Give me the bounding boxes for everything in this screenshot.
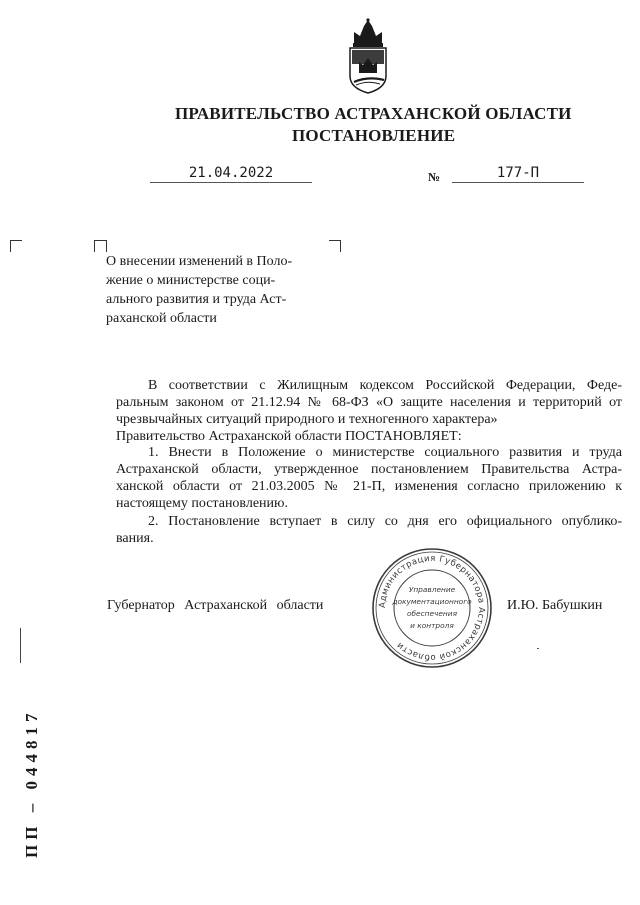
body-line: ханской области от 21.03.2005 № 21-П, изменения согласно приложению к xyxy=(116,479,622,494)
subject-line: жение о министерстве соци- xyxy=(106,273,276,288)
corner-mark-subject-right xyxy=(329,240,341,252)
corner-mark-subject-left-inner xyxy=(100,240,107,252)
document-number: 177-П xyxy=(452,165,584,183)
body-line: чрезвычайных ситуаций природного и техногенного характера» xyxy=(116,412,498,427)
stamp-inner-line: документационного xyxy=(392,597,472,606)
document-subject xyxy=(106,252,322,328)
subject-line: раханской области xyxy=(106,311,217,326)
document-date: 21.04.2022 xyxy=(150,165,312,183)
number-sign: № xyxy=(428,170,441,184)
document-type-title: ПОСТАНОВЛЕНИЕ xyxy=(292,126,456,145)
subject-line: ального развития и труда Аст- xyxy=(106,292,287,307)
stamp-outer-text: Администрация Губернатора Астраханской области xyxy=(377,553,487,663)
stamp-inner-line: и контроля xyxy=(410,621,454,630)
body-line: Правительство Астраханской области ПОСТАНОВЛЯЕТ: xyxy=(116,429,462,444)
scan-speck xyxy=(537,648,539,649)
subject-line: О внесении изменений в Поло- xyxy=(106,254,293,269)
stamp-inner-line: Управление xyxy=(408,585,456,594)
form-serial-number: ПП – 044817 xyxy=(22,708,41,858)
signatory-name: И.Ю. Бабушкин xyxy=(507,598,603,613)
body-line: ральным законом от 21.12.94 № 68-ФЗ «О защите населения и территорий от xyxy=(116,395,622,410)
body-line: 1. Внести в Положение о министерстве социального развития и труда xyxy=(148,445,622,460)
body-line: настоящему постановлению. xyxy=(116,496,288,511)
coat-of-arms-icon xyxy=(344,18,392,94)
paragraph-item-2 xyxy=(116,513,622,547)
government-title: ПРАВИТЕЛЬСТВО АСТРАХАНСКОЙ ОБЛАСТИ xyxy=(175,104,572,123)
corner-mark-left xyxy=(10,240,22,252)
official-stamp-icon xyxy=(370,546,494,670)
paragraph-item-1 xyxy=(116,444,622,512)
body-line: вания. xyxy=(116,531,154,546)
body-line: В соответствии с Жилищным кодексом Российской Федерации, Феде- xyxy=(148,378,622,393)
stamp-inner-line: обеспечения xyxy=(406,609,458,618)
body-line: 2. Постановление вступает в силу со дня его официального опублико- xyxy=(148,514,622,529)
margin-line xyxy=(20,628,21,663)
paragraph-preamble xyxy=(116,377,622,445)
signatory-position: Губернатор Астраханской области xyxy=(107,598,324,613)
body-line: Астраханской области, утвержденное постановлением Правительства Астра- xyxy=(116,462,622,477)
